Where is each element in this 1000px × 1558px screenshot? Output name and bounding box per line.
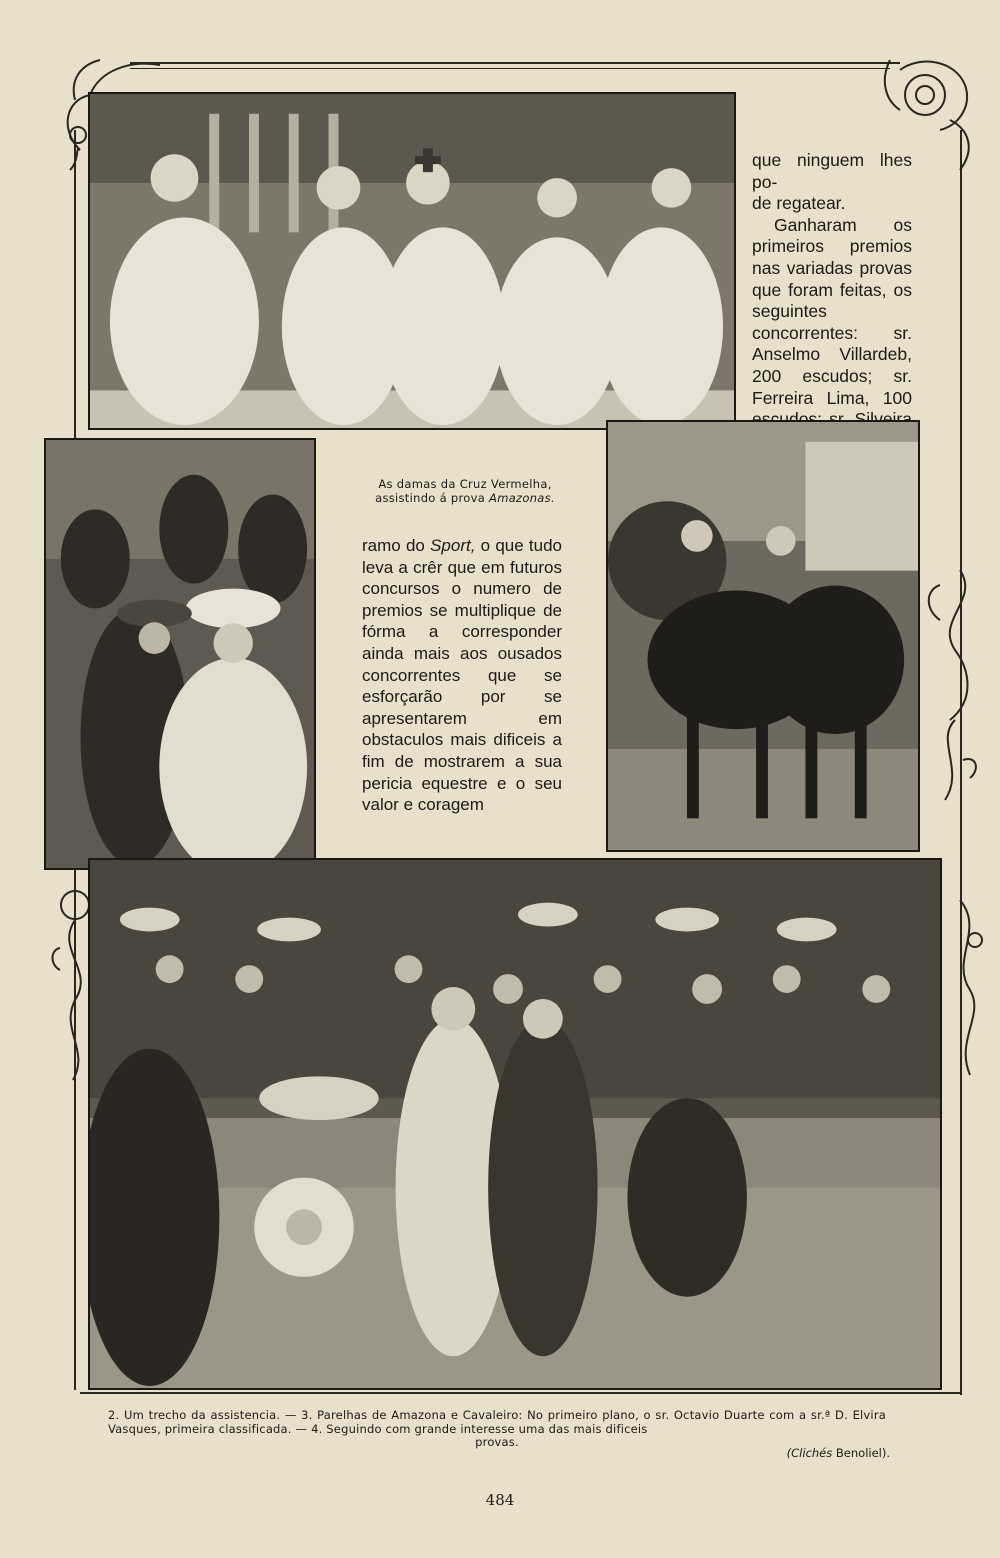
caption-line2-prefix: assistindo á prova: [375, 491, 490, 505]
middle-text-rest: o que tudo leva a crêr que em futuros concursos o numero de premios se multiplique de fórma a corresponder ainda mais aos ousados concorrentes que se esforçarão por se apresentarem em obstaculos mais dificeis a fim de mostrarem a sua pericia equestre e o seu valor e coragem: [362, 536, 562, 815]
photo-horse-riders: [606, 420, 920, 852]
middle-text-italic: Sport,: [430, 536, 476, 555]
photo-crowd-spectators: [88, 858, 942, 1390]
middle-text: [362, 535, 562, 816]
ornament-right-bottom-icon: [940, 890, 995, 1090]
frame-top: [130, 62, 900, 64]
caption-line1: As damas da Cruz Vermelha,: [378, 477, 552, 491]
frame-bottom: [80, 1392, 960, 1394]
bottom-caption-text: 2. Um trecho da assistencia. — 3. Parelhas de Amazona e Cavaleiro: No primeiro plano, o sr. Octavio Duarte com a sr.ª D. Elvira Vasques, primeira classificada. — 4. Seguindo com grande interesse uma das mais dificeis: [108, 1408, 886, 1436]
photo-grandstand-ladies: [44, 438, 316, 870]
credit-italic: (Clichés: [786, 1446, 833, 1460]
right-column-para2: Ganharam os primeiros premios nas variadas provas que foram feitas, os seguintes concorrentes: sr. Anselmo Villardeb, 200 escudos; sr. Ferreira Lima, 100: [752, 214, 912, 408]
caption-line2-italic: Amazonas.: [489, 491, 555, 505]
frame-top-inner: [130, 68, 890, 69]
right-column-line1: que ninguem lhes po-: [752, 150, 912, 192]
right-column-line2: de regatear.: [752, 193, 846, 214]
credit-rest: Benoliel).: [832, 1446, 890, 1460]
photo-red-cross-ladies: [88, 92, 736, 430]
ornament-right-mid-icon: [915, 560, 985, 820]
bottom-photos-caption: [108, 1409, 886, 1450]
page-number: 484: [485, 1491, 515, 1509]
photo-credit: [740, 1446, 890, 1460]
bottom-caption-last-line: provas.: [475, 1435, 519, 1449]
middle-text-prefix: ramo do: [362, 536, 431, 555]
photo-red-cross-caption: [360, 477, 570, 505]
